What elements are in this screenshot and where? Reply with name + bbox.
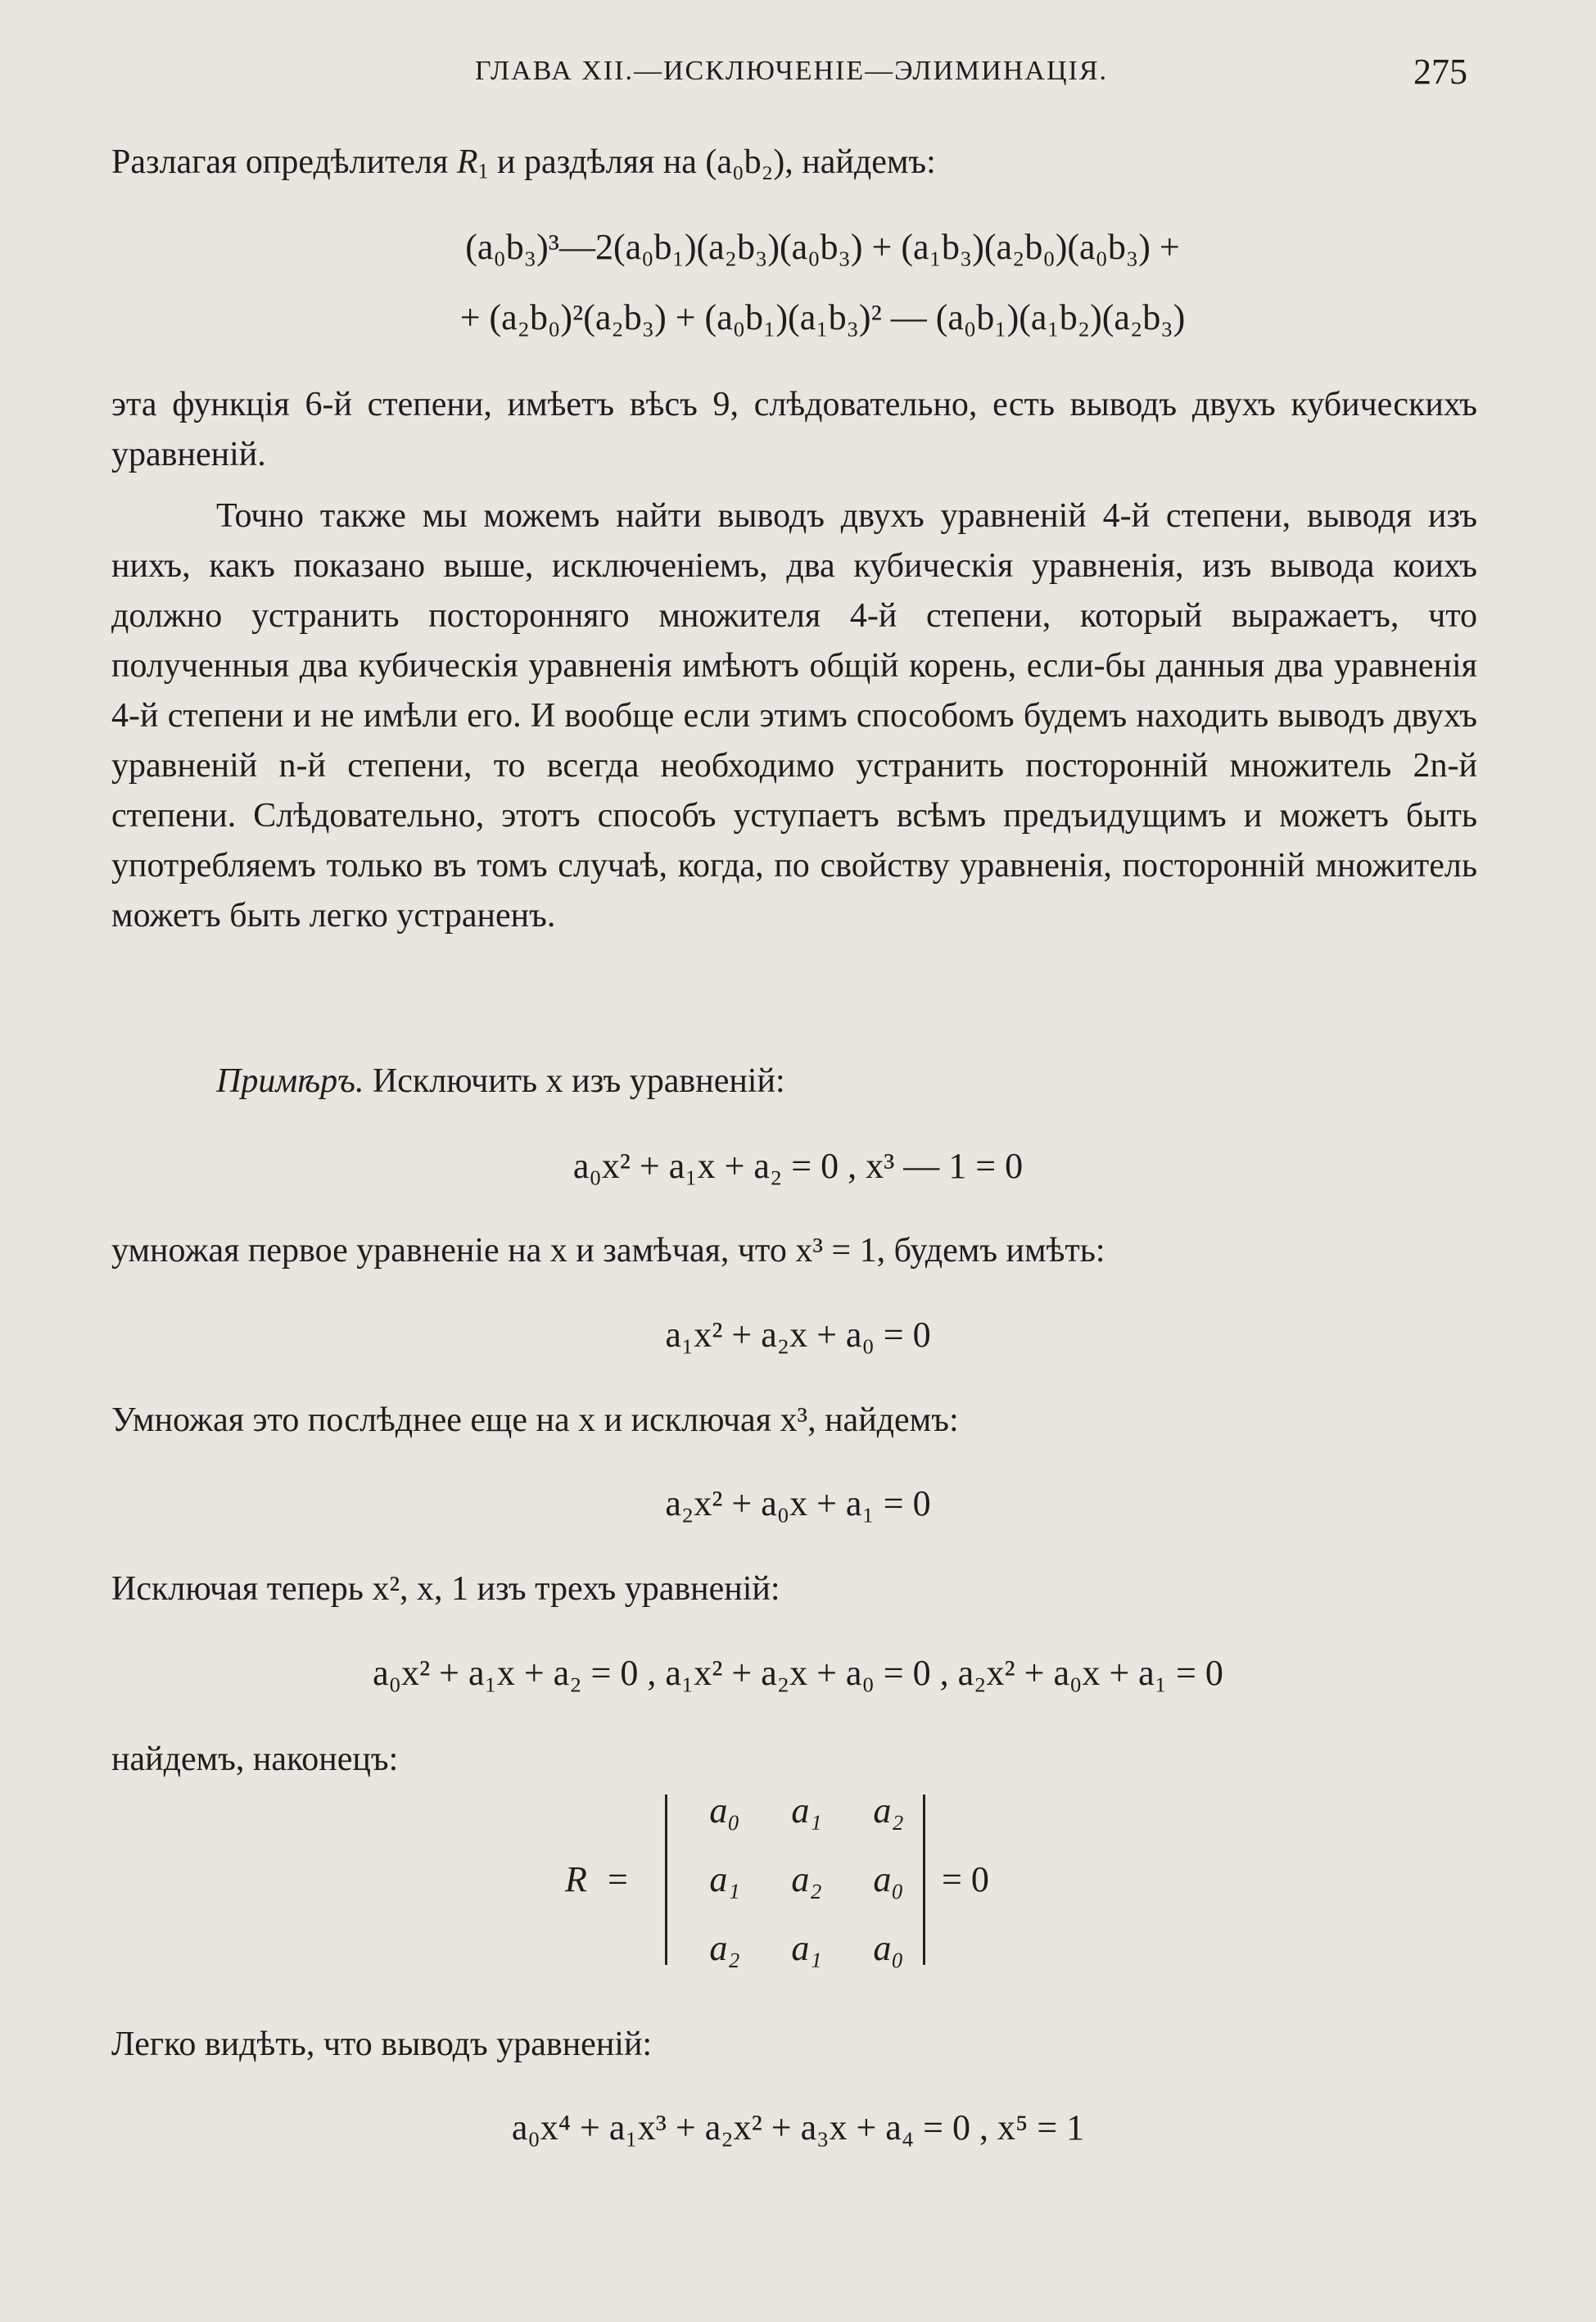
determinant-left-bar xyxy=(665,1795,667,1965)
determinant-rhs: = 0 xyxy=(942,1859,989,1899)
symbol-R: R xyxy=(456,143,478,181)
page-number: 275 xyxy=(1413,52,1467,92)
paragraph-eliminate: Исключая теперь x², x, 1 изъ трехъ уравненій: xyxy=(111,1570,780,1608)
formula-quartic-and-quintic: a₀x⁴ + a₁x³ + a₂x² + a₃x + a₄ = 0 , x⁵ = 1 xyxy=(511,2107,1085,2148)
formula-three-equations: a₀x² + a₁x + a₂ = 0 , a₁x² + a₂x + a₀ = 0 , a₂x² + a₀x + a₁ = 0 xyxy=(373,1653,1223,1693)
formula-given-equations: a₀x² + a₁x + a₂ = 0 , x³ — 1 = 0 xyxy=(572,1146,1024,1186)
matrix-cell: a₁ xyxy=(709,1859,740,1899)
matrix-cell: a₀ xyxy=(873,1859,904,1899)
paragraph-example: Примѣръ. Исключить x изъ уравненій: xyxy=(216,1062,785,1100)
determinant-lhs: R xyxy=(565,1859,587,1899)
matrix-cell: a₂ xyxy=(791,1859,822,1899)
matrix-cell: a₀ xyxy=(873,1928,904,1968)
determinant-equals: = xyxy=(608,1859,628,1899)
paragraph-multiply-first: умножая первое уравненіе на x и замѣчая, что x³ = 1, будемъ имѣть: xyxy=(111,1232,1105,1270)
formula-derived-2: a₂x² + a₀x + a₁ = 0 xyxy=(665,1483,931,1523)
matrix-cell: a₁ xyxy=(791,1790,822,1831)
chapter-title: ГЛАВА XII.—ИСКЛЮЧЕНІЕ—ЭЛИМИНАЦІЯ. xyxy=(475,56,1108,86)
paragraph-multiply-again: Умножая это послѣднее еще на x и исключая x³, найдемъ: xyxy=(111,1401,959,1439)
formula-expansion-line-2: + (a₂b₀)²(a₂b₃) + (a₀b₁)(a₁b₃)² — (a₀b₁)(a₁b₂)(a₂b₃) xyxy=(459,297,1186,337)
paragraph-degree-note: эта функція 6-й степени, имѣетъ вѣсъ 9, слѣдовательно, есть выводъ двухъ кубическихъ уравненій. xyxy=(111,386,1477,473)
matrix-cell: a₂ xyxy=(709,1928,740,1968)
paragraph-easy-to-see: Легко видѣть, что выводъ уравненій: xyxy=(111,2026,653,2063)
formula-derived-1: a₁x² + a₂x + a₀ = 0 xyxy=(665,1315,931,1355)
example-label: Примѣръ. xyxy=(216,1062,364,1100)
formula-expansion-line-1: (a₀b₃)³—2(a₀b₁)(a₂b₃)(a₀b₃) + (a₁b₃)(a₂b₀)(a₀b₃) + xyxy=(465,227,1180,267)
determinant-right-bar xyxy=(923,1795,925,1965)
paragraph-method-discussion: Точно также мы можемъ найти выводъ двухъ уравненій 4-й степени, выводя изъ нихъ, какъ показано выше, исключеніемъ, два кубическія уравненія, изъ вывода коихъ должно устранить посторонняго множителя 4-й степени, который выражаетъ, что полученныя два кубическія уравненія имѣютъ общій корень, если-бы данныя два уравненія 4-й степени и не имѣли его. И вообще если этимъ способомъ будемъ находить выводъ двухъ уравненій n-й степени, то всегда необходимо устранить посторонній множитель 2n-й степени. Слѣдовательно, этотъ способъ уступаетъ всѣмъ предъидущимъ и можетъ быть употребляемъ только въ томъ случаѣ, когда, по свойству уравненія, посторонній множитель можетъ быть легко устраненъ. xyxy=(111,497,1477,935)
running-header xyxy=(0,51,1596,100)
matrix-cell: a₁ xyxy=(791,1928,822,1968)
paragraph-finally: найдемъ, наконецъ: xyxy=(111,1740,399,1778)
paragraph-intro: Разлагая опредѣлителя $R_1$ и раздѣляя на (a₀b₂), найдемъ: xyxy=(111,143,936,183)
matrix-cell: a₀ xyxy=(709,1790,740,1831)
matrix-cell: a₂ xyxy=(873,1790,904,1831)
